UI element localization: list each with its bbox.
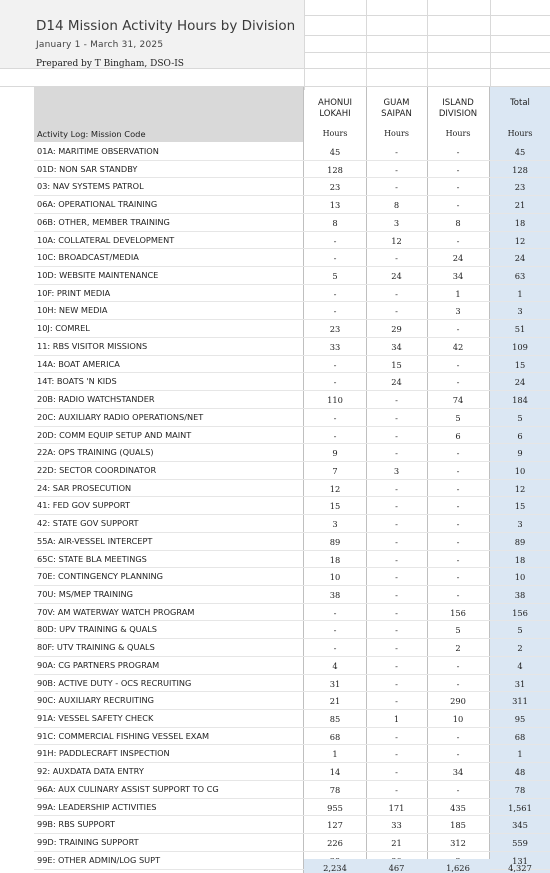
hours-value: 3 [332, 519, 338, 530]
row-total-value: 18 [514, 217, 526, 228]
hours-value: 185 [450, 820, 466, 831]
row-total-value: 21 [514, 200, 526, 211]
hours-value: - [456, 200, 460, 211]
hours-value: 312 [450, 838, 466, 849]
hours-value: - [333, 253, 337, 264]
hours-value: 5 [455, 412, 461, 423]
table-row [0, 657, 550, 675]
hours-value: - [333, 359, 337, 370]
mission-code-label: 99A: LEADERSHIP ACTIVITIES [37, 801, 157, 812]
unit-label: Hours [507, 129, 533, 138]
hours-value: - [395, 448, 398, 459]
hours-value: - [456, 465, 460, 476]
table-row [0, 232, 550, 250]
row-total-value: 156 [512, 607, 528, 618]
hours-value: - [456, 749, 460, 760]
mission-code-label: 22A: OPS TRAINING (QUALS) [37, 447, 154, 458]
mission-code-label: 99B: RBS SUPPORT [37, 819, 115, 830]
row-total-value: 128 [512, 164, 528, 175]
hours-value: 1 [332, 749, 338, 760]
hours-value: 6 [455, 430, 461, 441]
mission-code-label: 20B: RADIO WATCHSTANDER [37, 394, 155, 405]
hours-value: 12 [329, 483, 341, 494]
hours-value: - [456, 324, 460, 335]
table-row [0, 214, 550, 232]
prepared-by: Prepared by T Bingham, DSO-IS [36, 59, 184, 69]
hours-value: - [333, 288, 337, 299]
hours-value: 34 [452, 767, 464, 778]
hours-value: 23 [329, 324, 341, 335]
hours-value: - [395, 731, 398, 742]
hours-value: - [395, 696, 398, 707]
table-row [0, 373, 550, 391]
hours-value: 8 [393, 200, 400, 211]
hours-value: - [395, 412, 398, 423]
total-value: 1,626 [446, 863, 470, 873]
row-total-value: 131 [512, 855, 528, 866]
hours-value: 5 [455, 625, 461, 636]
hours-value: - [333, 625, 337, 636]
hours-value: 18 [329, 554, 341, 565]
hours-value: - [395, 501, 398, 512]
hours-value: 74 [452, 395, 464, 406]
hours-value: - [456, 448, 460, 459]
row-total-value: 5 [517, 625, 523, 636]
row-total-value: 89 [514, 536, 526, 547]
table-row [0, 834, 550, 852]
mission-code-label: 10F: PRINT MEDIA [37, 287, 111, 298]
hours-value: - [395, 660, 398, 671]
table-row [0, 551, 550, 569]
hours-value: - [395, 590, 398, 600]
row-total-value: 12 [514, 483, 526, 494]
row-total-value: 3 [517, 519, 523, 530]
hours-value: 21 [391, 838, 402, 849]
mission-code-label: 91A: VESSEL SAFETY CHECK [37, 713, 154, 724]
report-title: D14 Mission Activity Hours by Division [36, 18, 296, 34]
hours-value: 9 [332, 448, 338, 459]
unit-label: Hours [445, 129, 471, 138]
hours-value: - [395, 607, 398, 618]
hours-value: 435 [450, 802, 466, 813]
mission-code-label: 80F: UTV TRAINING & QUALS [37, 642, 155, 653]
mission-code-label: 11: RBS VISITOR MISSIONS [37, 340, 148, 351]
table-row [0, 675, 550, 693]
mission-code-label: 10D: WEBSITE MAINTENANCE [37, 270, 159, 281]
table-row [0, 604, 550, 622]
table-row [0, 338, 550, 356]
hours-value: - [456, 359, 460, 370]
hours-value: 89 [329, 536, 341, 547]
row-total-value: 10 [514, 572, 526, 583]
table-row [0, 497, 550, 515]
mission-code-label: 10A: COLLATERAL DEVELOPMENT [37, 234, 175, 245]
hours-value: - [456, 731, 460, 742]
hours-value: 85 [329, 714, 341, 725]
row-total-value: 1 [517, 749, 523, 760]
hours-value: 128 [327, 164, 343, 175]
hours-value: - [456, 784, 460, 795]
row-total-value: 109 [512, 341, 528, 352]
hours-value: 45 [329, 147, 341, 157]
hours-value: 42 [452, 341, 464, 352]
table-row [0, 444, 550, 462]
mission-code-label: 01D: NON SAR STANDBY [37, 163, 138, 174]
hours-value: - [456, 572, 460, 583]
row-total-value: 31 [514, 678, 526, 689]
column-header-line: ISLAND [442, 98, 474, 108]
hours-value: - [333, 607, 337, 618]
mission-code-label: 99E: OTHER ADMIN/LOG SUPT [37, 854, 161, 865]
hours-value: 33 [391, 820, 402, 831]
table-row [0, 710, 550, 728]
column-header-line: Total [510, 98, 530, 108]
row-total-value: 3 [517, 306, 523, 317]
row-total-value: 63 [514, 271, 526, 282]
hours-value: - [395, 147, 398, 157]
mission-code-label: 24: SAR PROSECUTION [37, 482, 132, 493]
column-header-line: DIVISION [438, 109, 478, 119]
table-row [0, 409, 550, 427]
mission-code-label: 80D: UPV TRAINING & QUALS [37, 624, 157, 635]
hours-value: - [395, 767, 398, 778]
mission-code-label: 96A: AUX CULINARY ASSIST SUPPORT TO CG [37, 783, 219, 794]
mission-code-label: 14T: BOATS 'N KIDS [37, 376, 117, 387]
hours-value: 10 [329, 572, 341, 583]
column-header-line: AHONUI [318, 98, 352, 108]
table-row [0, 533, 550, 551]
code-column-header: Activity Log: Mission Code [37, 129, 146, 139]
hours-value: 34 [452, 271, 464, 282]
mission-code-label: 55A: AIR-VESSEL INTERCEPT [37, 535, 153, 546]
hours-value: - [395, 784, 398, 795]
totals-row [0, 859, 550, 873]
hours-value: 955 [327, 802, 343, 813]
table-row [0, 320, 550, 338]
table-row [0, 763, 550, 781]
hours-value: 78 [329, 784, 341, 795]
mission-code-label: 06B: OTHER, MEMBER TRAINING [37, 216, 170, 227]
table-row [0, 745, 550, 763]
mission-code-label: 10J: COMREL [37, 323, 90, 334]
mission-code-label: 20C: AUXILIARY RADIO OPERATIONS/NET [37, 411, 204, 422]
hours-value: 5 [332, 271, 338, 282]
hours-value: - [395, 395, 398, 406]
mission-code-label: 91H: PADDLECRAFT INSPECTION [37, 748, 170, 759]
hours-value: - [395, 572, 398, 583]
table-row [0, 816, 550, 834]
hours-value: 3 [393, 217, 400, 228]
hours-value: 4 [332, 660, 338, 671]
unit-label: Hours [384, 129, 409, 138]
row-total-value: 78 [514, 784, 526, 795]
hours-value: - [395, 253, 398, 264]
table-row [0, 356, 550, 374]
hours-value: 8 [455, 217, 461, 228]
mission-code-label: 14A: BOAT AMERICA [37, 358, 120, 369]
hours-value: - [456, 519, 460, 530]
row-total-value: 24 [514, 253, 526, 264]
table-row [0, 391, 550, 409]
hours-value: - [395, 678, 398, 689]
hours-value: 38 [329, 590, 341, 600]
row-total-value: 95 [514, 714, 526, 725]
row-total-value: 4 [517, 660, 523, 671]
mission-code-label: 70U: MS/MEP TRAINING [37, 589, 133, 599]
table-row [0, 728, 550, 746]
table-row [0, 639, 550, 657]
hours-value: 24 [391, 271, 402, 282]
mission-code-label: 65C: STATE BLA MEETINGS [37, 553, 147, 564]
row-total-value: 15 [514, 359, 526, 370]
hours-value: - [456, 377, 460, 388]
mission-code-label: 10H: NEW MEDIA [37, 305, 108, 316]
row-total-value: 559 [512, 838, 528, 849]
row-total-value: 5 [517, 412, 523, 423]
hours-value: 12 [391, 235, 402, 246]
hours-value: 110 [327, 395, 343, 406]
hours-value: - [395, 288, 398, 299]
row-total-value: 1,561 [508, 802, 532, 813]
mission-code-label: 90C: AUXILIARY RECRUITING [37, 695, 155, 706]
hours-value: 21 [329, 696, 341, 707]
row-total-value: 68 [514, 731, 526, 742]
hours-value: 290 [450, 696, 466, 707]
hours-value: 156 [450, 607, 466, 618]
mission-code-label: 22D: SECTOR COORDINATOR [37, 464, 157, 475]
hours-value: 24 [452, 253, 464, 264]
total-value: 467 [388, 863, 405, 873]
hours-value: - [456, 660, 460, 671]
table-row [0, 781, 550, 799]
table-row [0, 302, 550, 320]
table-row [0, 586, 550, 604]
column-header-line: GUAM [383, 98, 410, 108]
row-total-value: 12 [514, 235, 526, 246]
hours-value: 29 [391, 324, 402, 335]
mission-code-label: 99D: TRAINING SUPPORT [37, 837, 139, 848]
hours-value: - [395, 536, 398, 547]
table-row [0, 267, 550, 285]
mission-code-label: 92: AUXDATA DATA ENTRY [37, 766, 144, 777]
table-row [0, 621, 550, 639]
hours-value: 15 [329, 501, 341, 512]
mission-code-label: 41: FED GOV SUPPORT [37, 500, 131, 511]
hours-value: - [395, 430, 398, 441]
table-row [0, 692, 550, 710]
hours-value: 8 [332, 217, 338, 228]
row-total-value: 23 [514, 182, 526, 193]
hours-value: - [395, 306, 398, 317]
row-total-value: 51 [514, 324, 526, 335]
hours-value: 15 [391, 359, 402, 370]
mission-code-label: 70V: AM WATERWAY WATCH PROGRAM [37, 606, 195, 617]
row-total-value: 48 [514, 767, 526, 778]
table-row [0, 462, 550, 480]
hours-value: - [456, 235, 460, 246]
hours-value: 3 [393, 465, 400, 476]
table-row [0, 161, 550, 179]
table-row [0, 568, 550, 586]
date-range: January 1 - March 31, 2025 [36, 40, 164, 50]
mission-code-label: 91C: COMMERCIAL FISHING VESSEL EXAM [37, 730, 210, 741]
table-row [0, 285, 550, 303]
hours-value: 13 [329, 200, 341, 211]
table-row [0, 143, 550, 161]
hours-value: - [456, 590, 460, 600]
hours-value: 3 [455, 306, 461, 317]
mission-code-label: 70E: CONTINGENCY PLANNING [37, 571, 164, 582]
row-total-value: 2 [517, 643, 523, 654]
hours-value: - [456, 483, 460, 494]
table-row [0, 480, 550, 498]
hours-value: - [333, 430, 337, 441]
mission-code-label: 03: NAV SYSTEMS PATROL [37, 181, 144, 192]
row-total-value: 38 [514, 590, 526, 600]
hours-value: - [395, 749, 398, 760]
row-total-value: 1 [517, 288, 523, 299]
row-total-value: 24 [514, 377, 526, 388]
hours-value: - [395, 483, 398, 494]
hours-value: 1 [393, 714, 400, 725]
hours-value: 2 [455, 643, 461, 654]
hours-value: - [456, 182, 460, 193]
total-value: 4,327 [508, 863, 532, 873]
hours-value: - [395, 164, 398, 175]
hours-value: - [456, 164, 460, 175]
column-header-line: LOKAHI [319, 109, 351, 119]
hours-value: - [333, 306, 337, 317]
hours-value: - [395, 519, 398, 530]
total-value: 2,234 [323, 863, 347, 873]
mission-code-label: 06A: OPERATIONAL TRAINING [37, 199, 158, 210]
hours-value: - [456, 147, 460, 157]
unit-label: Hours [322, 129, 348, 138]
hours-value: 33 [329, 341, 341, 352]
hours-value: 14 [329, 767, 341, 778]
row-total-value: 6 [517, 430, 523, 441]
hours-value: - [333, 235, 337, 246]
hours-value: - [456, 501, 460, 512]
hours-value: 171 [388, 802, 405, 813]
hours-value: - [456, 536, 460, 547]
hours-value: - [456, 678, 460, 689]
table-row [0, 515, 550, 533]
mission-code-label: 10C: BROADCAST/MEDIA [37, 252, 139, 263]
hours-value: 31 [329, 678, 341, 689]
row-total-value: 18 [514, 554, 526, 565]
hours-value: 24 [391, 377, 402, 388]
hours-value: 127 [327, 820, 343, 831]
mission-code-label: 01A: MARITIME OBSERVATION [37, 146, 159, 156]
row-total-value: 15 [514, 501, 526, 512]
table-row [0, 196, 550, 214]
row-total-value: 311 [512, 696, 528, 707]
mission-code-label: 90B: ACTIVE DUTY - OCS RECRUITING [37, 677, 192, 688]
hours-value: - [333, 412, 337, 423]
hours-value: - [333, 643, 337, 654]
hours-value: 10 [452, 714, 464, 725]
table-row [0, 178, 550, 196]
hours-value: 34 [391, 341, 402, 352]
hours-value: - [395, 625, 398, 636]
hours-value: 226 [327, 838, 343, 849]
column-header-line: SAIPAN [381, 109, 412, 119]
hours-value: - [333, 377, 337, 388]
row-total-value: 9 [517, 448, 523, 459]
row-total-value: 10 [514, 465, 526, 476]
table-row [0, 799, 550, 817]
hours-value: - [395, 554, 398, 565]
mission-code-label: 42: STATE GOV SUPPORT [37, 518, 139, 529]
hours-value: 1 [455, 288, 461, 299]
mission-code-label: 90A: CG PARTNERS PROGRAM [37, 659, 160, 670]
row-total-value: 345 [512, 820, 528, 831]
table-row [0, 249, 550, 267]
hours-value: - [395, 182, 398, 193]
hours-value: 7 [332, 465, 338, 476]
hours-value: - [395, 643, 398, 654]
hours-value: 23 [329, 182, 341, 193]
table-row [0, 427, 550, 445]
row-total-value: 45 [514, 147, 526, 157]
mission-code-label: 20D: COMM EQUIP SETUP AND MAINT [37, 429, 192, 440]
hours-value: - [456, 554, 460, 565]
hours-value: 68 [329, 731, 341, 742]
row-total-value: 184 [512, 395, 528, 406]
